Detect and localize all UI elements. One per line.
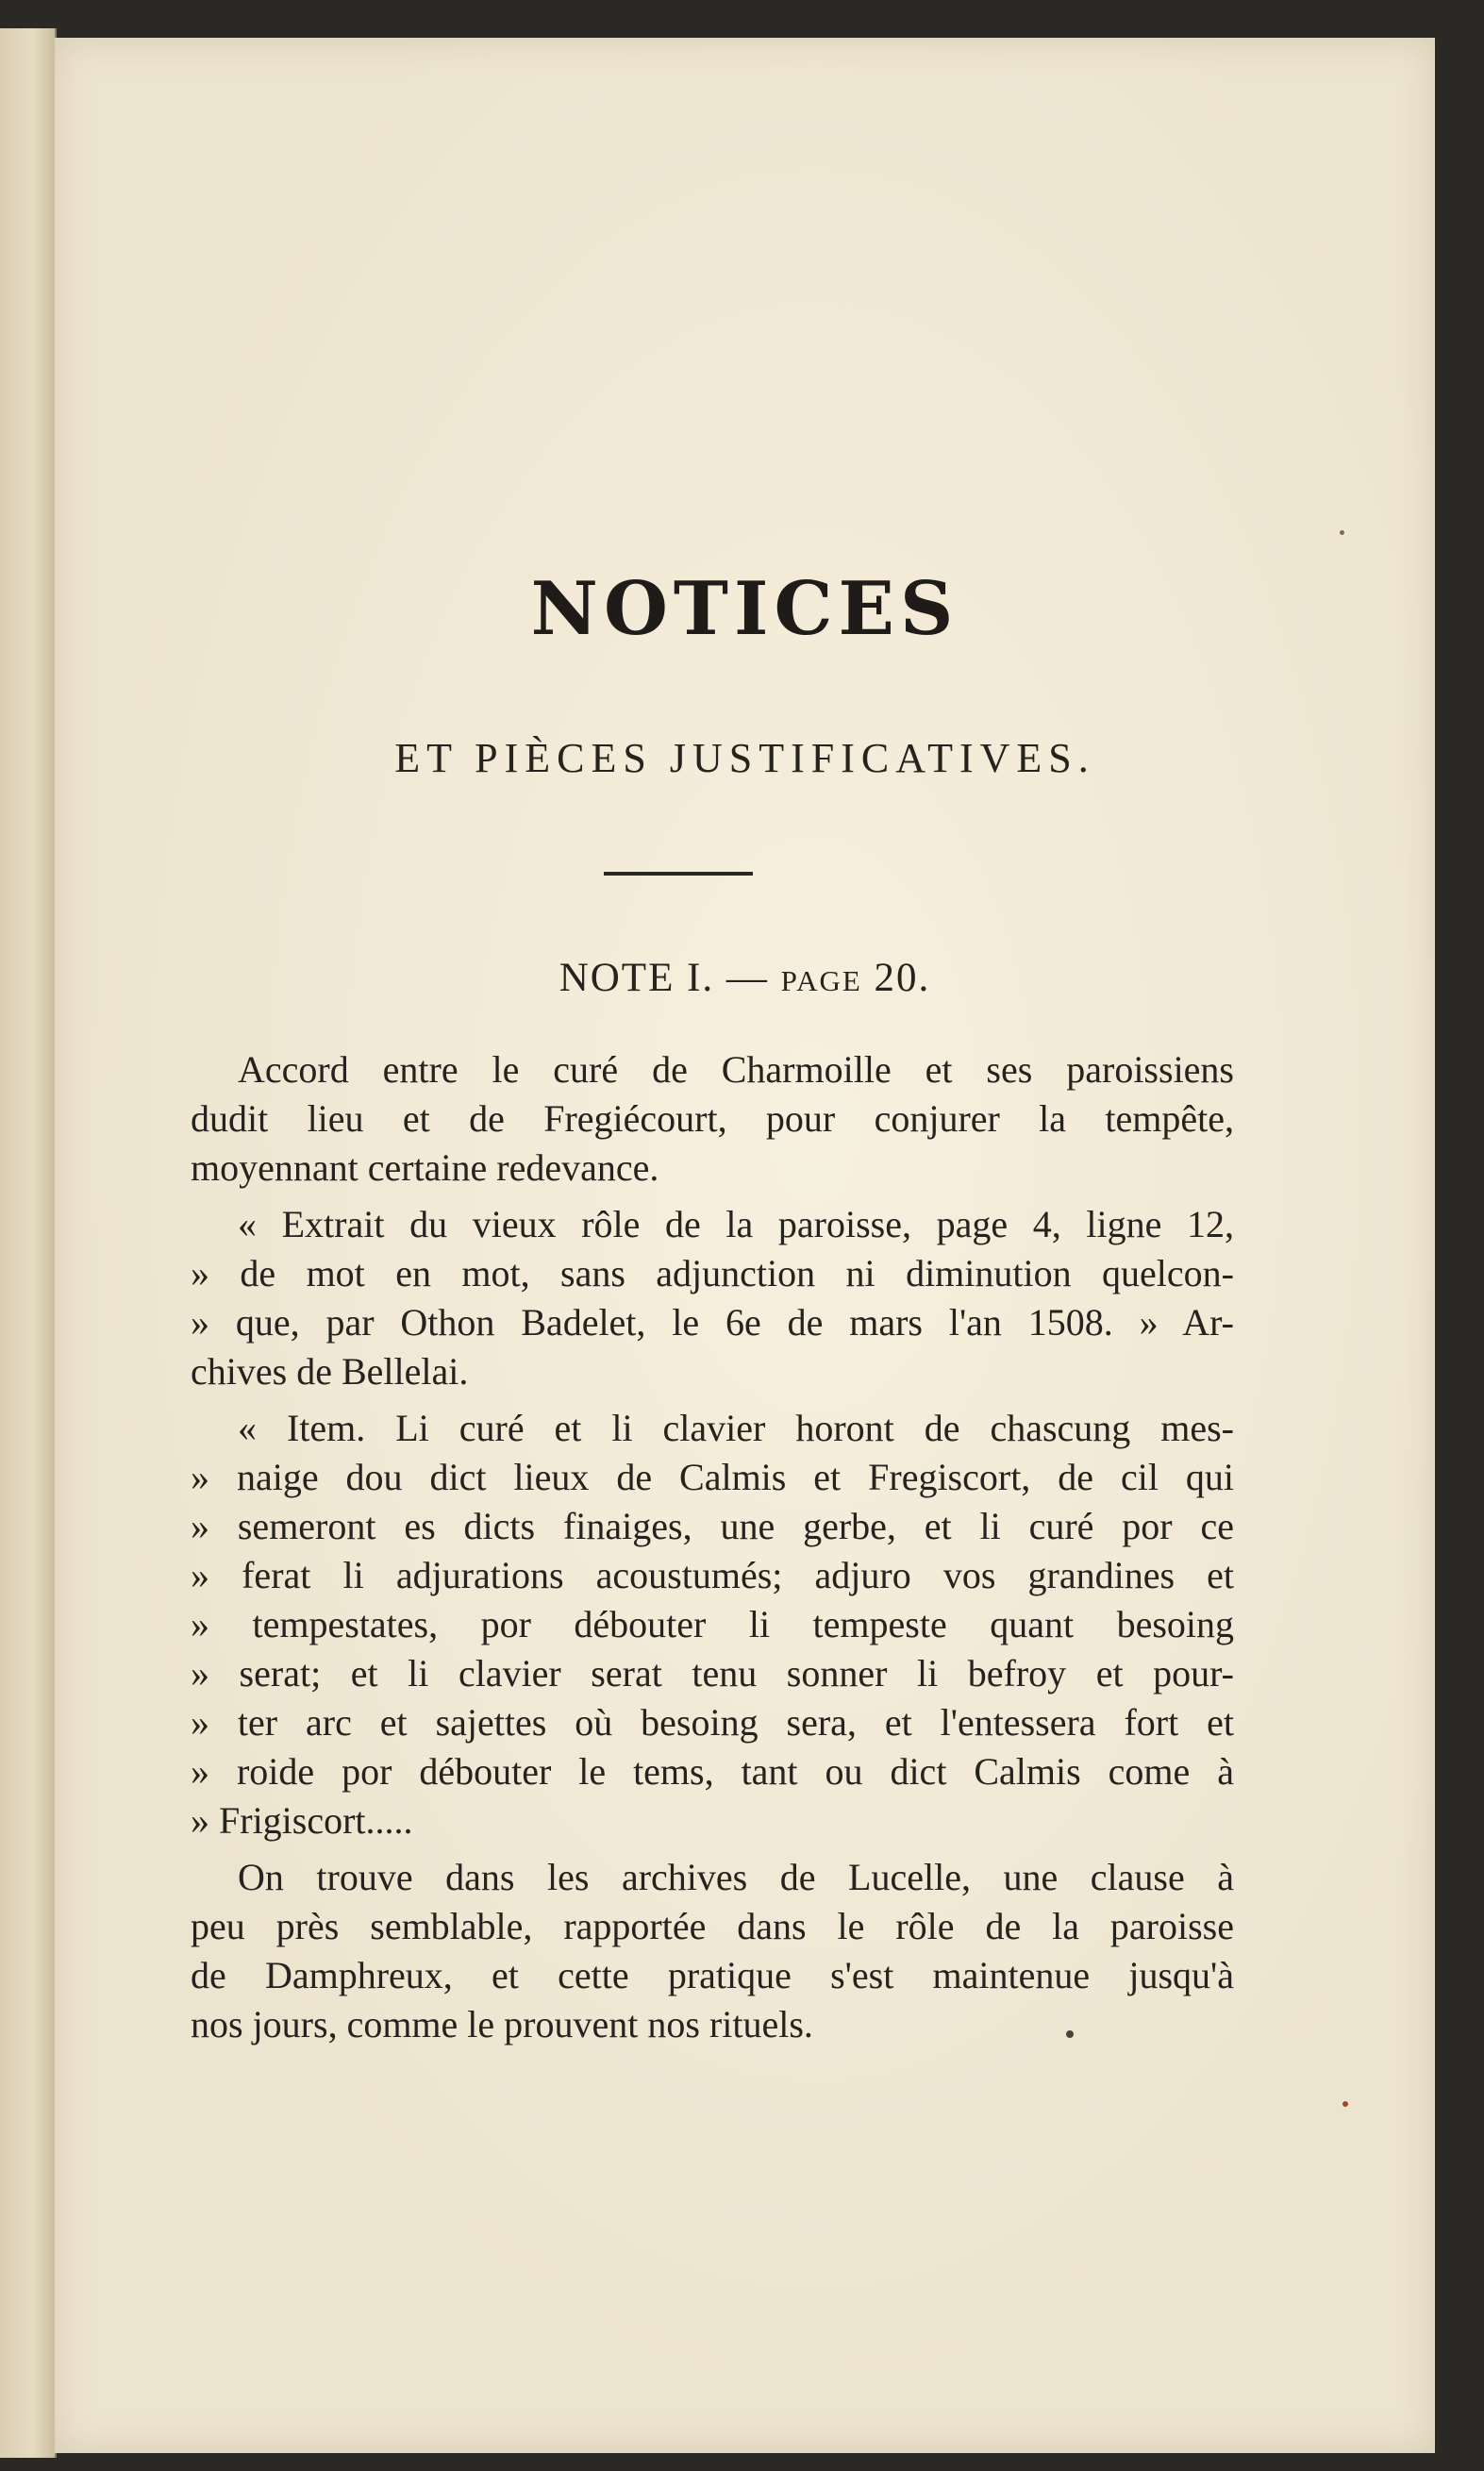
note-heading-main: NOTE I. — [559, 956, 781, 1000]
paragraph [191, 1045, 1234, 1193]
title-divider [604, 872, 753, 876]
text-line: On trouve dans les archives de Lucelle, une clause à [238, 1856, 1234, 1898]
paragraph [191, 1404, 1234, 1845]
paragraph [191, 1200, 1234, 1396]
text-line: » semeront es dicts finaiges, une gerbe, et li curé por ce [191, 1505, 1234, 1547]
text-line: « Item. Li curé et li clavier horont de chascung mes- [238, 1407, 1234, 1449]
ink-speck [1340, 530, 1344, 535]
text-line: dudit lieu et de Fregiécourt, pour conjurer la tempête, [191, 1097, 1234, 1140]
page-subtitle: ET PIÈCES JUSTIFICATIVES. [394, 735, 1095, 781]
note-heading-page-label: PAGE [780, 964, 862, 997]
text-line: » de mot en mot, sans adjunction ni diminution quelcon- [191, 1252, 1234, 1294]
text-line: chives de Bellelai. [191, 1350, 469, 1393]
text-line: Accord entre le curé de Charmoille et ses paroissiens [238, 1048, 1234, 1091]
text-line: peu près semblable, rapportée dans le rôle de la paroisse [191, 1905, 1234, 1947]
ink-speck [1342, 2101, 1348, 2107]
ink-speck [1066, 2030, 1074, 2038]
text-line: » naige dou dict lieux de Calmis et Fregiscort, de cil qui [191, 1456, 1234, 1498]
page-title: NOTICES [530, 566, 959, 652]
note-heading [55, 955, 1435, 1001]
text-line: « Extrait du vieux rôle de la paroisse, page 4, ligne 12, [238, 1203, 1234, 1245]
text-line: » tempestates, por débouter li tempeste quant besoing [191, 1603, 1234, 1645]
book-page [55, 38, 1435, 2453]
text-line: de Damphreux, et cette pratique s'est maintenue jusqu'à [191, 1954, 1234, 1996]
note-body [191, 1045, 1234, 2049]
text-line: » roide por débouter le tems, tant ou dict Calmis come à [191, 1750, 1234, 1793]
text-line: moyennant certaine redevance. [191, 1146, 659, 1189]
note-heading-number: 20. [861, 956, 931, 1000]
text-line: » Frigiscort..... [191, 1799, 413, 1842]
text-line: nos jours, comme le prouvent nos rituels. [191, 2003, 813, 2045]
text-line: » ter arc et sajettes où besoing sera, et l'entessera fort et [191, 1701, 1234, 1744]
text-line: » que, par Othon Badelet, le 6e de mars l'an 1508. » Ar- [191, 1301, 1234, 1344]
facing-page-edge [0, 28, 57, 2458]
text-line: » ferat li adjurations acoustumés; adjuro vos grandines et [191, 1554, 1234, 1596]
paragraph [191, 1853, 1234, 2049]
text-line: » serat; et li clavier serat tenu sonner li befroy et pour- [191, 1652, 1234, 1695]
